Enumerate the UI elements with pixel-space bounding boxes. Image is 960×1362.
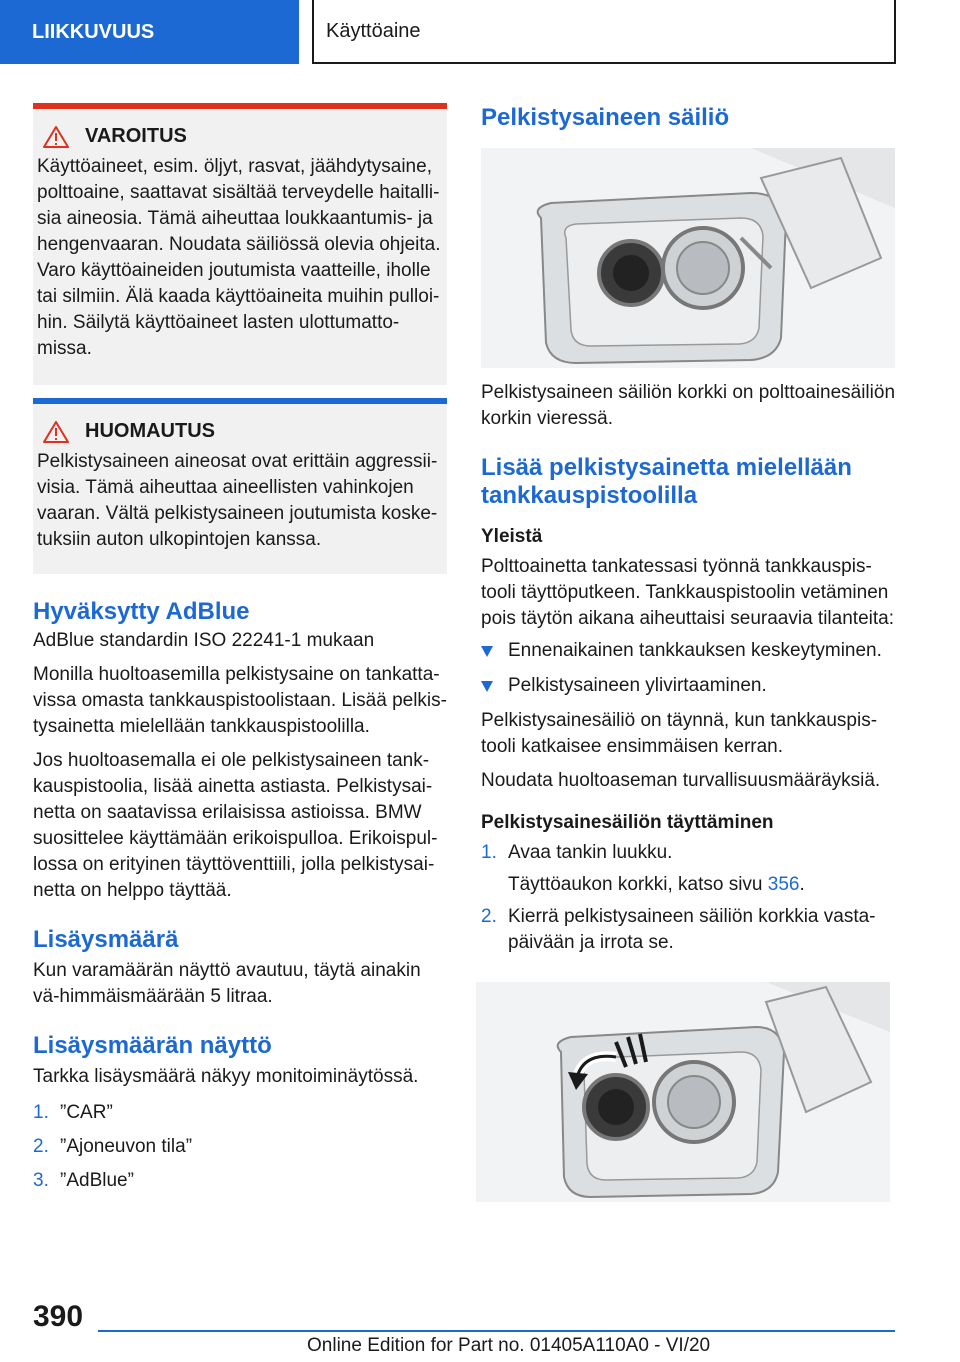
- step-text: ”Ajoneuvon tila”: [60, 1136, 193, 1157]
- tank-heading: Pelkistysaineen säiliö: [481, 104, 730, 131]
- list-item: [481, 638, 895, 665]
- list-item: [481, 840, 895, 866]
- note-header: [37, 420, 441, 443]
- bullet-text: Ennenaikainen tankkauksen keskeytyminen.: [508, 640, 882, 661]
- approved-paragraph-1: Monilla huoltoasemilla pelkistysaine on tankatta-vissa omasta tankkauspistoolistaan. Lisää pelkis-tysainetta mielellään tankkauspistoolilla.: [33, 664, 447, 737]
- approved-paragraph-2: Jos huoltoasemalla ei ole pelkistysaineen tank-kauspistoolia, lisää ainetta astiasta. Pelkistysai-netta on saatavissa erilaisissa astioissa. BMW suosittelee käyttämään erikoispulloa. Erikoispul-lossa on erityinen täyttöventtiili, jolla pelkistysai-netta on helppo täyttää.: [33, 750, 438, 901]
- bullet-triangle-icon: [481, 638, 508, 665]
- step-subtext: [508, 872, 805, 898]
- edition-text: Online Edition for Part no. 01405A110A0 - VI/20: [307, 1335, 711, 1356]
- page-number: 390: [33, 1300, 84, 1333]
- warning-text: Käyttöaineet, esim. öljyt, rasvat, jäähdytysaine, polttoaine, saattavat sisältää terveydelle haitalli-sia aineosia. Tämä aiheuttaa loukkaantumis- ja hengenvaaran. Noudata säiliössä olevia ohjeita. Varo käyttöaineiden joutumista vaatteille, iholle tai silmiin. Älä kaada käyttöaineita muihin pulloi-hin. Säilytä käyttöaineet lasten ulottumatto-missa.: [37, 156, 441, 359]
- step-text: Avaa tankin luukku.: [508, 842, 673, 863]
- amount-display-heading: Lisäysmäärän näyttö: [33, 1032, 272, 1059]
- cap-rotation-illustration: [476, 982, 890, 1202]
- tank-caption: Pelkistysaineen säiliön korkki on polttoainesäiliön korkin vieressä.: [481, 382, 896, 429]
- step-number: 3.: [33, 1170, 49, 1191]
- step-text: ”CAR”: [60, 1102, 113, 1123]
- pump-heading: Lisää pelkistysainetta mielellään tankkauspistoolilla: [481, 454, 852, 509]
- list-item: [33, 1168, 447, 1194]
- list-item: [33, 1100, 447, 1126]
- step-text: ”AdBlue”: [60, 1170, 134, 1191]
- tank-cap-photo: [481, 148, 895, 368]
- step-text: Kierrä pelkistysaineen säiliön korkkia vasta-päivään ja irrota se.: [508, 906, 876, 953]
- note-label: HUOMAUTUS: [85, 420, 215, 442]
- full-tank-text: Pelkistysainesäiliö on täynnä, kun tankkauspis-tooli katkaisee ensimmäisen kerran.: [481, 710, 878, 757]
- period: .: [799, 874, 805, 895]
- list-item: [481, 673, 895, 700]
- footer-divider: [98, 1330, 895, 1332]
- warning-triangle-icon: [43, 126, 69, 148]
- bullet-triangle-icon: [481, 673, 508, 700]
- right-column: [481, 100, 895, 1202]
- approved-standard: AdBlue standardin ISO 22241‑1 mukaan: [33, 630, 375, 651]
- consequence-list: [481, 638, 895, 700]
- step-number: 2.: [481, 906, 497, 927]
- step-number: 2.: [33, 1136, 49, 1157]
- cap-removal-photo: [476, 982, 890, 1202]
- warning-header: [37, 125, 441, 148]
- list-item: [33, 1134, 447, 1160]
- caution-triangle-icon: [43, 421, 69, 443]
- note-text: Pelkistysaineen aineosat ovat erittäin aggressii-visia. Tämä aiheuttaa aineellisten vahinkojen vaaran. Vältä pelkistysaineen joutumista koske-tuksiin auton ulkopintojen kanssa.: [37, 451, 438, 550]
- display-steps-list: [33, 1100, 447, 1194]
- warning-box: [33, 103, 447, 385]
- step-number: 1.: [33, 1102, 49, 1123]
- general-heading: Yleistä: [481, 526, 543, 547]
- note-box: [33, 398, 447, 574]
- section-tab[interactable]: LIIKKUVUUS: [0, 0, 299, 64]
- amount-text: Kun varamäärän näyttö avautuu, täytä ainakin vä-himmäismäärään 5 litraa.: [33, 960, 421, 1007]
- chapter-title: Käyttöaine: [312, 0, 896, 64]
- page-link[interactable]: 356: [767, 874, 800, 895]
- list-item: [481, 904, 895, 956]
- list-item: [481, 872, 895, 898]
- fill-steps-list: [481, 840, 895, 956]
- general-text: Polttoainetta tankatessasi työnnä tankkauspis-tooli täyttöputkeen. Tankkauspistoolin vetäminen pois täytön aikana aiheuttaisi seuraavia tilanteita:: [481, 556, 894, 629]
- fill-heading: Pelkistysainesäiliön täyttäminen: [481, 812, 774, 833]
- step-number: 1.: [481, 842, 497, 863]
- approved-adblue-heading: Hyväksytty AdBlue: [33, 598, 250, 625]
- warning-label: VAROITUS: [85, 125, 187, 147]
- left-column: [33, 103, 447, 1194]
- cross-ref-text: Täyttöaukon korkki, katso sivu: [508, 874, 768, 895]
- amount-display-text: Tarkka lisäysmäärä näkyy monitoiminäytössä.: [33, 1066, 419, 1087]
- bullet-text: Pelkistysaineen ylivirtaaminen.: [508, 675, 767, 696]
- fuel-flap-illustration: [481, 148, 895, 368]
- amount-heading: Lisäysmäärä: [33, 926, 179, 953]
- safety-text: Noudata huoltoaseman turvallisuusmääräyksiä.: [481, 770, 881, 791]
